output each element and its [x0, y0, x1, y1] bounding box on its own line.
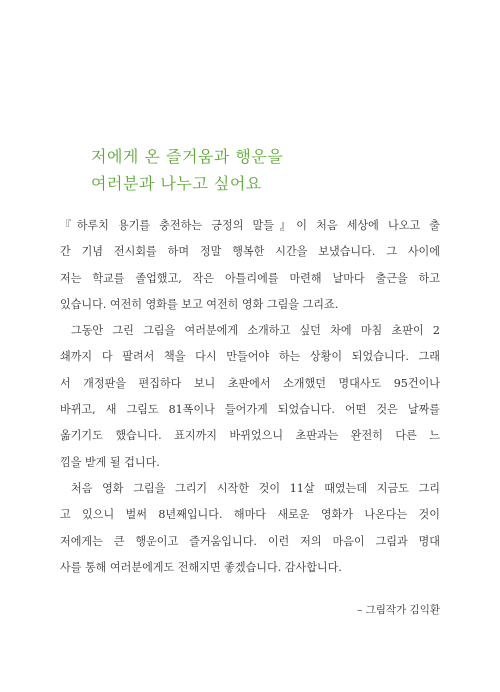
paragraph-line: 쇄까지 다 팔려서 책을 다시 만들어야 하는 상황이 되었습니다. 그래	[60, 350, 440, 364]
paragraph-line: 『하루치 용기를 충전하는 긍정의 말들』이 처음 세상에 나오고 출	[60, 219, 440, 232]
body-text	[60, 213, 440, 581]
paragraph-line: 있습니다. 여전히 영화를 보고 여전히 영화 그림을 그리죠.	[60, 297, 339, 311]
paragraph-line: 바뀌고, 새 그림도 81폭이나 들어가게 되었습니다. 어떤 것은 날짜를	[60, 403, 440, 417]
paragraph-line: 옮기기도 했습니다. 표지까지 바뀌었으니 초판과는 완전히 다른 느	[60, 429, 440, 443]
paragraph-line: 저에게는 큰 행운이고 즐거움입니다. 이런 저의 마음이 그림과 명대	[60, 534, 440, 548]
heading-line-2: 여러분과 나누고 싶어요	[91, 174, 262, 193]
paragraph-line: 고 있으니 벌써 8년째입니다. 해마다 새로운 영화가 나온다는 것이	[60, 508, 440, 522]
paragraph-3	[60, 476, 440, 581]
paragraph-line: 저는 학교를 졸업했고, 작은 아틀리에를 마련해 날마다 출근을 하고	[60, 271, 440, 285]
heading-line-1: 저에게 온 즐거움과 행운을	[91, 147, 284, 166]
author-signature: – 그림작가 김익환	[357, 604, 440, 616]
paragraph-line: 서 개정판을 편집하다 보니 초판에서 소개했던 명대사도 95건이나	[60, 376, 440, 390]
paragraph-line: 간 기념 전시회를 하며 정말 행복한 시간을 보냈습니다. 그 사이에	[60, 245, 440, 259]
page-heading	[91, 143, 471, 197]
paragraph-2	[60, 318, 440, 476]
paragraph-line: 낌을 받게 될 겁니다.	[60, 455, 160, 469]
paragraph-line: 사를 통해 여러분에게도 전해지면 좋겠습니다. 감사합니다.	[60, 560, 342, 574]
paragraph-line: 처음 영화 그림을 그리기 시작한 것이 11살 때였는데 지금도 그리	[71, 481, 440, 495]
paragraph-1	[60, 213, 440, 318]
paragraph-line: 그동안 그린 그림을 여러분에게 소개하고 싶던 차에 마침 초판이 2	[71, 324, 440, 338]
